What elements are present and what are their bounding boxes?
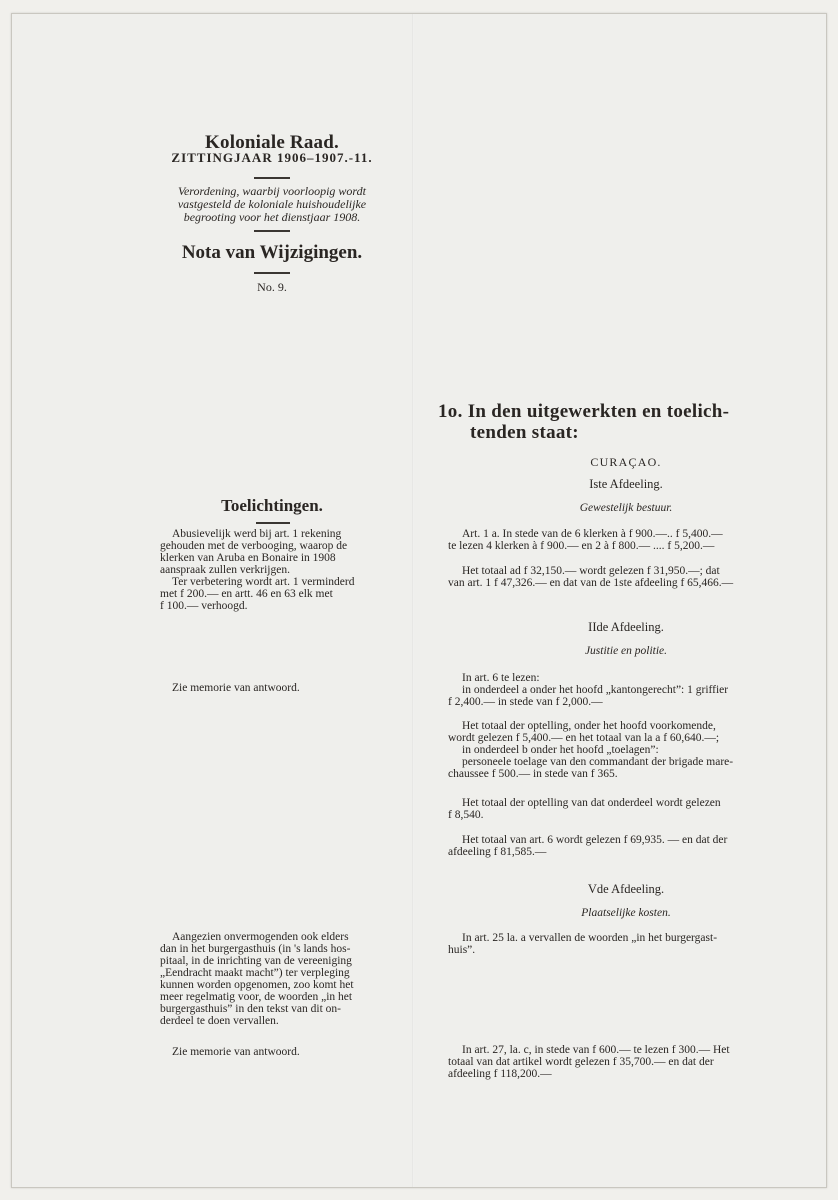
text-line: in onderdeel b onder het hoofd „toelagen”: [462,744,659,756]
text-line: Art. 1 a. In stede van de 6 klerken à f 900.—.. f 5,400.— [462,528,723,540]
text-line: van art. 1 f 47,326.— en dat van de 1ste afdeeling f 65,466.— [448,577,734,589]
amendment-paragraph [448,672,808,708]
divider [254,177,290,179]
text-line: Het totaal der optelling van dat onderdeel wordt gelezen [462,797,721,809]
text-line: meer regelmatig voor, de woorden „in het [160,991,353,1003]
department-title: Vde Afdeeling. [587,882,665,896]
amendment-paragraph [448,720,808,780]
ordinance-description [132,185,412,224]
text-line: In art. 25 la. a vervallen de woorden „in het burgergast- [462,932,718,944]
text-line: personeele toelage van den commandant der brigade mare- [462,756,734,768]
description-line: Verordening, waarbij voorloopig wordt [177,184,366,198]
amendment-paragraph [448,1044,808,1080]
heading-line: 1o. In den uitgewerkten en toelich- [438,401,730,422]
text-line: burgergasthuis” in den tekst van dit on- [160,1003,341,1015]
text-line: klerken van Aruba en Bonaire in 1908 [160,552,336,564]
explanations-heading: Toelichtingen. [221,496,323,515]
text-line: in onderdeel a onder het hoofd „kantongerecht”: 1 griffier [462,684,729,696]
department-subtitle: Justitie en politie. [584,645,668,657]
text-line: Ter verbetering wordt art. 1 verminderd [172,576,355,588]
text-line: In art. 27, la. c, in stede van f 600.— te lezen f 300.— Het [462,1044,730,1056]
memo-reference: Zie memorie van antwoord. [172,682,300,694]
page-fold [412,14,414,1187]
explanation-paragraph [160,931,410,1027]
text-line: Het totaal ad f 32,150.— wordt gelezen f 31,950.—; dat [462,565,720,577]
text-line: Het totaal van art. 6 wordt gelezen f 69,935. — en dat der [462,834,728,846]
session-year: ZITTINGJAAR 1906–1907.-11. [171,150,373,165]
amendment-paragraph [448,797,808,821]
text-line: kunnen worden opgenomen, zoo komt het [160,979,354,991]
doc-number: No. 9. [257,280,287,294]
text-line: pitaal, in de inrichting van de vereeniging [160,955,352,967]
text-line: aanspraak zullen verkrijgen. [160,564,290,576]
amendment-paragraph [448,932,808,956]
amendment-paragraph [448,565,808,589]
divider [254,272,290,274]
text-line: te lezen 4 klerken à f 900.— en 2 à f 800.— .... f 5,200.— [448,540,715,552]
text-line: afdeeling f 118,200.— [448,1068,552,1080]
section-heading [438,401,798,443]
text-line: huis”. [448,944,476,956]
text-line: gehouden met de verbooging, waarop de [160,540,348,552]
text-line: met f 200.— en artt. 46 en 63 elk met [160,588,333,600]
text-line: derdeel te doen vervallen. [160,1015,279,1027]
text-line: „Eendracht maakt macht”) ter verpleging [160,967,350,979]
explanation-paragraph [160,528,410,612]
text-line: chaussee f 500.— in stede van f 365. [448,768,618,780]
divider [254,230,290,232]
amendment-paragraph [448,528,808,552]
department-subtitle: Gewestelijk bestuur. [579,502,673,514]
text-line: In art. 6 te lezen: [462,672,540,684]
text-line: Het totaal der optelling, onder het hoofd voorkomende, [462,720,716,732]
text-line: Abusievelijk werd bij art. 1 rekening [172,528,342,540]
department-title: Iste Afdeeling. [589,477,663,491]
description-line: vastgesteld de koloniale huishoudelijke [177,197,367,211]
description-line: begrooting voor het dienstjaar 1908. [183,210,361,224]
text-line: f 100.— verhoogd. [160,600,248,612]
text-line: totaal van dat artikel wordt gelezen f 35,700.— en dat der [448,1056,714,1068]
text-line: dan in het burgergasthuis (in 's lands hos- [160,943,351,955]
council-title: Koloniale Raad. [205,132,339,153]
doc-title: Nota van Wijzigingen. [181,242,363,263]
document-page [11,13,827,1188]
text-line: f 2,400.— in stede van f 2,000.— [448,696,603,708]
text-line: Aangezien onvermogenden ook elders [172,931,349,943]
memo-reference: Zie memorie van antwoord. [172,1046,300,1058]
amendment-paragraph [448,834,808,858]
region-heading: CURAÇAO. [590,455,662,469]
department-subtitle: Plaatselijke kosten. [581,907,671,919]
text-line: wordt gelezen f 5,400.— en het totaal van la a f 60,640.—; [448,732,720,744]
heading-line: tenden staat: [470,422,579,443]
divider [256,522,290,524]
department-title: IIde Afdeeling. [588,620,664,634]
text-line: f 8,540. [448,809,484,821]
text-line: afdeeling f 81,585.— [448,846,547,858]
